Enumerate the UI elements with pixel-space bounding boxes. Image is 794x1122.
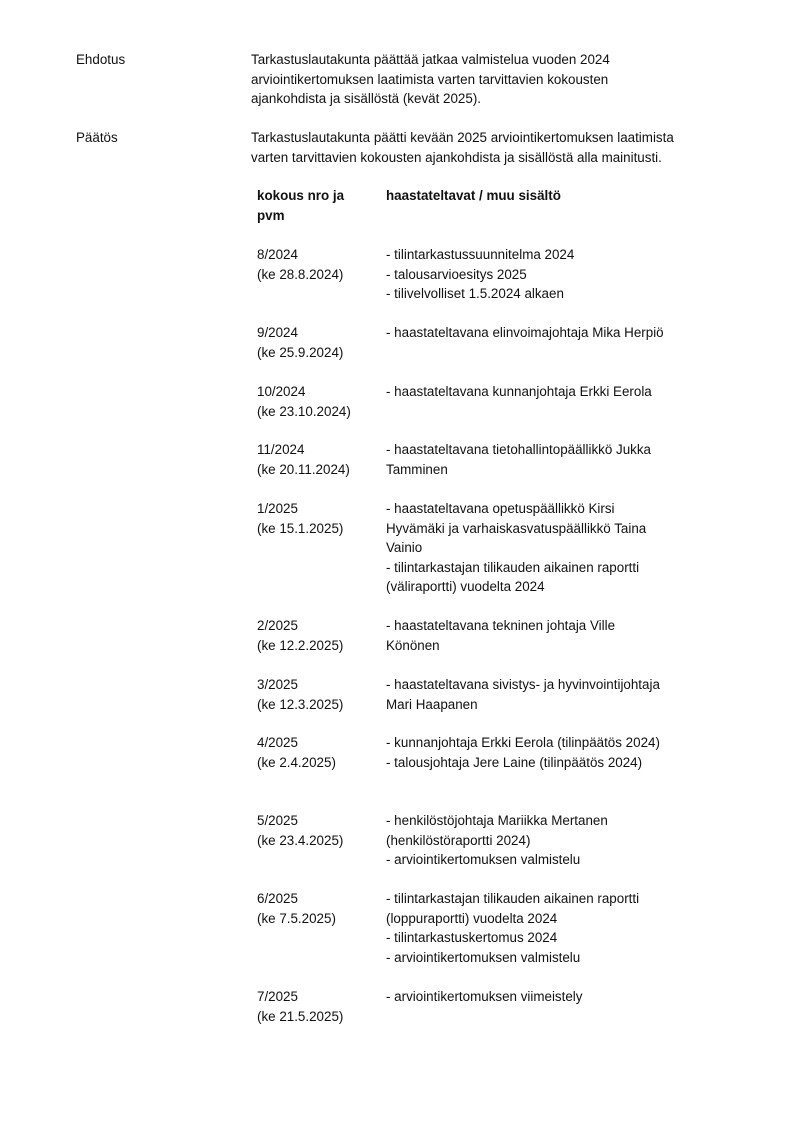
content-line: - kunnanjohtaja Erkki Eerola (tilinpäätös 2024): [386, 735, 660, 750]
content-line: - talousjohtaja Jere Laine (tilinpäätös 2024): [386, 754, 643, 770]
content-cell: [386, 889, 726, 967]
meeting-cell: [257, 245, 377, 284]
meeting-number: 7/2025: [257, 989, 298, 1004]
meeting-date: (ke 25.9.2024): [257, 344, 344, 360]
content-line: - haastateltavana tietohallintopäällikkö Jukka: [386, 442, 652, 457]
content-cell: [386, 675, 726, 714]
meeting-date: (ke 23.4.2025): [257, 832, 344, 848]
meeting-cell: [257, 616, 377, 655]
meeting-cell: [257, 382, 377, 421]
meeting-cell: [257, 323, 377, 362]
content-cell: [386, 323, 726, 343]
table-header-meeting: [257, 186, 344, 225]
meeting-number: 11/2024: [257, 442, 305, 457]
content-line: (henkilöstöraportti 2024): [386, 832, 531, 848]
table-header-content: haastateltavat / muu sisältö: [386, 188, 561, 203]
meeting-number: 6/2025: [257, 891, 298, 906]
meeting-cell: [257, 499, 377, 538]
meeting-number: 8/2024: [257, 247, 298, 262]
meeting-number: 3/2025: [257, 677, 298, 692]
ehdotus-line: arviointikertomuksen laatimista varten tarvittavien kokousten: [251, 71, 609, 87]
content-line: - arviointikertomuksen valmistelu: [386, 852, 581, 867]
content-line: - tilintarkastuskertomus 2024: [386, 930, 558, 945]
content-line: - henkilöstöjohtaja Mariikka Mertanen: [386, 813, 608, 828]
content-line: - haastateltavana tekninen johtaja Ville: [386, 618, 616, 633]
meeting-date: (ke 28.8.2024): [257, 266, 344, 282]
meeting-cell: [257, 811, 377, 850]
header-line: kokous nro ja: [257, 188, 345, 203]
header-line: pvm: [257, 207, 285, 223]
content-line: - haastateltavana kunnanjohtaja Erkki Eerola: [386, 384, 652, 399]
meeting-cell: [257, 889, 377, 928]
content-cell: [386, 499, 726, 597]
content-cell: [386, 616, 726, 655]
content-line: Könönen: [386, 637, 440, 653]
ehdotus-line: Tarkastuslautakunta päättää jatkaa valmistelua vuoden 2024: [251, 52, 610, 67]
content-cell: [386, 440, 726, 479]
content-line: - tilintarkastussuunnitelma 2024: [386, 247, 575, 262]
content-line: - haastateltavana opetuspäällikkö Kirsi: [386, 501, 615, 516]
paatos-paragraph: [251, 128, 731, 167]
content-line: - tilintarkastajan tilikauden aikainen raportti: [386, 559, 640, 575]
content-cell: [386, 382, 726, 402]
content-cell: [386, 811, 726, 870]
ehdotus-label: Ehdotus: [76, 52, 126, 67]
meeting-number: 4/2025: [257, 735, 298, 750]
meeting-number: 2/2025: [257, 618, 298, 633]
meeting-number: 9/2024: [257, 325, 298, 340]
meeting-date: (ke 21.5.2025): [257, 1008, 344, 1024]
meeting-cell: [257, 733, 377, 772]
content-line: - tilintarkastajan tilikauden aikainen raportti: [386, 891, 640, 906]
meeting-date: (ke 12.2.2025): [257, 637, 344, 653]
content-line: (väliraportti) vuodelta 2024: [386, 579, 545, 594]
content-line: - arviointikertomuksen viimeistely: [386, 989, 583, 1004]
content-cell: [386, 733, 726, 772]
meeting-number: 1/2025: [257, 501, 298, 516]
meeting-number: 5/2025: [257, 813, 298, 828]
meeting-date: (ke 12.3.2025): [257, 696, 344, 712]
meeting-number: 10/2024: [257, 384, 306, 399]
content-line: - haastateltavana elinvoimajohtaja Mika Herpiö: [386, 325, 664, 340]
meeting-date: (ke 15.1.2025): [257, 520, 344, 536]
meeting-date: (ke 2.4.2025): [257, 754, 336, 770]
content-line: Tamminen: [386, 461, 448, 477]
ehdotus-line: ajankohdista ja sisällöstä (kevät 2025).: [251, 91, 482, 106]
content-line: - tilivelvolliset 1.5.2024 alkaen: [386, 286, 564, 301]
content-cell: [386, 245, 726, 304]
meeting-date: (ke 20.11.2024): [257, 461, 350, 477]
content-line: - talousarvioesitys 2025: [386, 266, 527, 282]
meeting-cell: [257, 440, 377, 479]
content-line: - haastateltavana sivistys- ja hyvinvointijohtaja: [386, 677, 660, 692]
content-line: Vainio: [386, 540, 423, 555]
ehdotus-paragraph: [251, 50, 731, 109]
paatos-label: Päätös: [76, 130, 118, 145]
meeting-date: (ke 23.10.2024): [257, 403, 351, 419]
content-cell: [386, 987, 726, 1007]
meeting-date: (ke 7.5.2025): [257, 910, 336, 926]
paatos-line: Tarkastuslautakunta päätti kevään 2025 arviointikertomuksen laatimista: [251, 130, 674, 145]
meeting-cell: [257, 987, 377, 1026]
content-line: - arviointikertomuksen valmistelu: [386, 949, 581, 965]
content-line: Mari Haapanen: [386, 696, 478, 712]
content-line: Hyvämäki ja varhaiskasvatuspäällikkö Taina: [386, 520, 647, 536]
content-line: (loppuraportti) vuodelta 2024: [386, 910, 558, 926]
paatos-line: varten tarvittavien kokousten ajankohdista ja sisällöstä alla mainitusti.: [251, 149, 662, 165]
meeting-cell: [257, 675, 377, 714]
